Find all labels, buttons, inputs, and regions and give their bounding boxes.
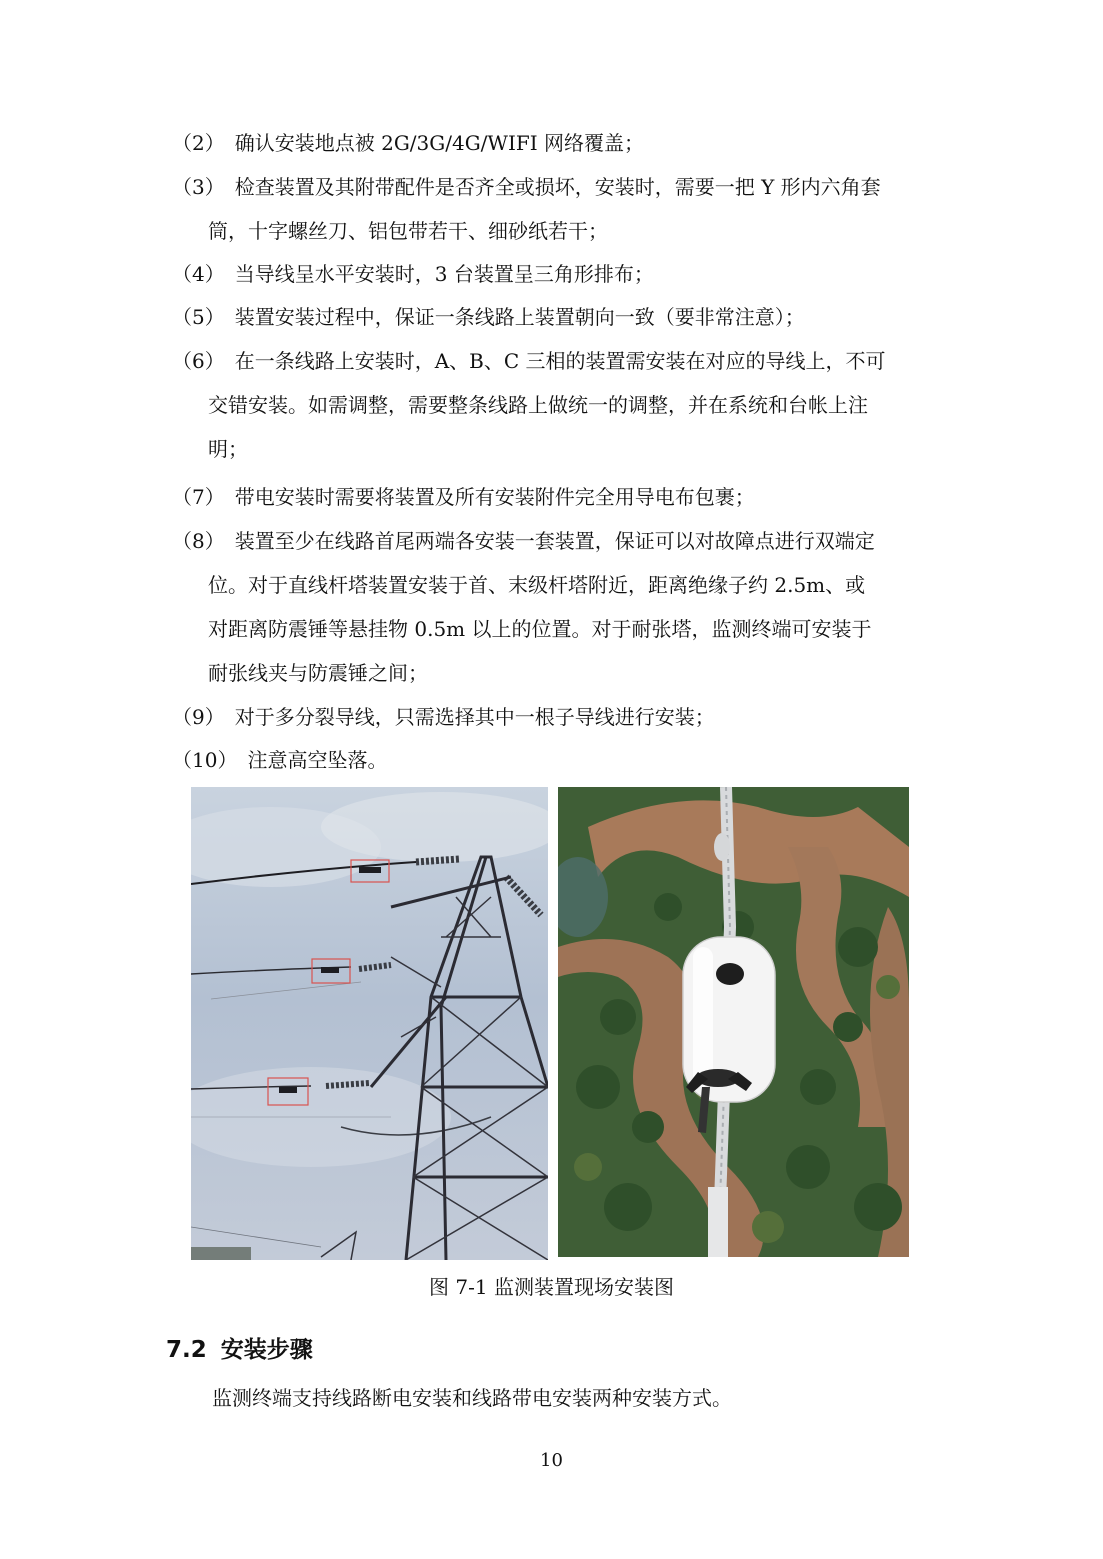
list-text-continued: 位。对于直线杆塔装置安装于首、末级杆塔附近，距离绝缘子约 2.5m、或 (208, 573, 866, 597)
section-number: 7.2 (166, 1337, 207, 1363)
list-number: （10） (172, 748, 238, 772)
tower-photo-image (191, 787, 548, 1260)
list-number: （4） (172, 262, 225, 286)
list-text: 当导线呈水平安装时，3 台装置呈三角形排布； (234, 262, 654, 286)
section-heading (166, 1336, 313, 1364)
list-number: （5） (172, 305, 225, 329)
list-number: （8） (172, 529, 225, 553)
list-text-continued: 明； (208, 437, 248, 461)
list-number: （6） (172, 349, 225, 373)
list-text: 注意高空坠落。 (247, 748, 388, 772)
list-text: 带电安装时需要将装置及所有安装附件完全用导电布包裹； (234, 485, 755, 509)
list-text-continued: 交错安装。如需调整，需要整条线路上做统一的调整，并在系统和台帐上注 (208, 393, 868, 417)
figure-caption: 图 7-1 监测装置现场安装图 (429, 1275, 674, 1299)
list-number: （3） (172, 175, 225, 199)
list-number: （9） (172, 705, 225, 729)
list-text-continued: 筒，十字螺丝刀、铝包带若干、细砂纸若干； (208, 219, 608, 243)
list-text: 确认安装地点被 2G/3G/4G/WIFI 网络覆盖； (234, 131, 645, 155)
page-number: 10 (540, 1450, 563, 1471)
list-text: 装置安装过程中，保证一条线路上装置朝向一致（要非常注意）； (234, 305, 805, 329)
list-text: 对于多分裂导线，只需选择其中一根子导线进行安装； (234, 705, 715, 729)
list-number: （2） (172, 131, 225, 155)
list-text: 检查装置及其附带配件是否齐全或损坏，安装时，需要一把 Y 形内六角套 (234, 175, 881, 199)
tower-photo (191, 787, 548, 1260)
list-text-continued: 耐张线夹与防震锤之间； (208, 661, 428, 685)
list-text-continued: 对距离防震锤等悬挂物 0.5m 以上的位置。对于耐张塔，监测终端可安装于 (208, 617, 872, 641)
section-title: 安装步骤 (220, 1337, 313, 1363)
list-number: （7） (172, 485, 225, 509)
device-photo-image (558, 787, 909, 1257)
list-text: 装置至少在线路首尾两端各安装一套装置，保证可以对故障点进行双端定 (234, 529, 875, 553)
section-body: 监测终端支持线路断电安装和线路带电安装两种安装方式。 (212, 1386, 732, 1410)
list-text: 在一条线路上安装时，A、B、C 三相的装置需安装在对应的导线上，不可 (234, 349, 886, 373)
device-photo (558, 787, 909, 1257)
